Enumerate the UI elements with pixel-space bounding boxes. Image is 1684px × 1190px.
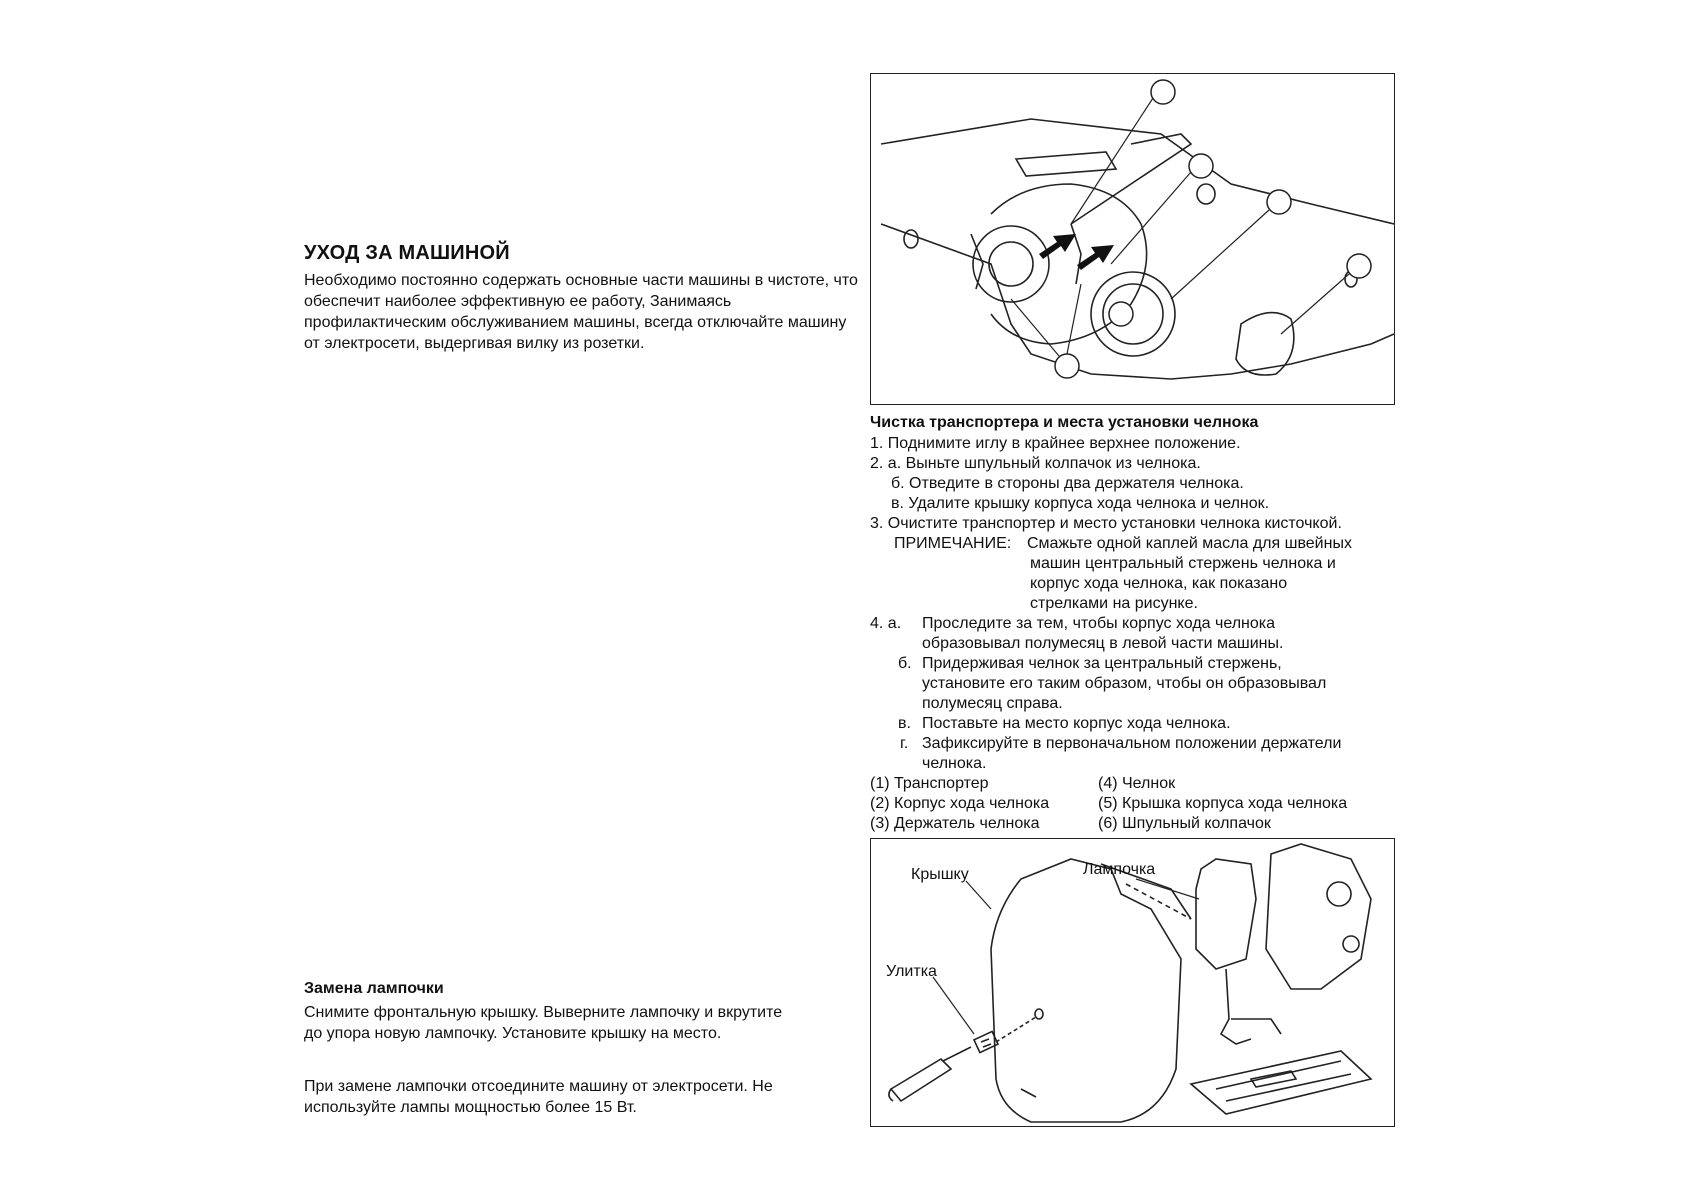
note-line-4: стрелками на рисунке. [1030,595,1198,612]
step-4c-marker: в. [898,715,911,732]
step-1: 1. Поднимите иглу в крайнее верхнее положение. [870,435,1241,452]
label-screw: Улитка [886,963,937,980]
step-2c: в. Удалите крышку корпуса хода челнока и челнок. [891,495,1270,512]
part-3: (3) Держатель челнока [870,815,1040,832]
note-label: ПРИМЕЧАНИЕ: [894,535,1012,552]
step-2a: 2. а. Выньте шпульный колпачок из челнока. [870,455,1201,472]
note-line-2: машин центральный стержень челнока и [1030,555,1336,572]
lamp-title: Замена лампочки [304,980,444,997]
note-line-3: корпус хода челнока, как показано [1030,575,1288,592]
part-5: (5) Крышка корпуса хода челнока [1098,795,1348,812]
note-line-1: Смажьте одной каплей масла для швейных [1027,535,1352,552]
step-4b-line-3: полумесяц справа. [922,695,1063,712]
step-2b: б. Отведите в стороны два держателя челнока. [891,475,1244,492]
part-6: (6) Шпульный колпачок [1098,815,1271,832]
step-4c-line-1: Поставьте на место корпус хода челнока. [922,715,1231,732]
label-lamp: Лампочка [1083,861,1156,878]
step-3: 3. Очистите транспортер и место установки челнока кисточкой. [870,515,1342,532]
step-4d-line-1: Зафиксируйте в первоначальном положении держатели [922,735,1342,752]
part-4: (4) Челнок [1098,775,1176,792]
step-4b-marker: б. [898,655,912,672]
part-2: (2) Корпус хода челнока [870,795,1050,812]
step-4a-marker: 4. а. [870,615,902,632]
clean-title: Чистка транспортера и места установки челнока [870,414,1259,431]
care-text: Необходимо постоянно содержать основные части машины в чистоте, что обеспечит наиболее эффективную ее работу, Занимаясь профилактическим обслуживанием машины, всегда отключайте машину от электросети, выдергивая вилку из розетки. [304,272,858,352]
part-1: (1) Транспортер [870,775,989,792]
step-4d-marker: г. [900,735,909,752]
lamp-text-1: Снимите фронтальную крышку. Выверните лампочку и вкрутите до упора новую лампочку. Установите крышку на место. [304,1004,783,1042]
step-4b-line-2: установите его таким образом, чтобы он образовывал [922,675,1327,692]
figure-hook-area [870,73,1395,405]
step-4d-line-2: челнока. [922,755,987,772]
care-title: УХОД ЗА МАШИНОЙ [304,242,510,264]
hook-area-illustration [871,74,1394,404]
step-4b-line-1: Придерживая челнок за центральный стержень, [922,655,1282,672]
lamp-illustration [871,839,1394,1126]
label-cover: Крышку [911,866,969,883]
step-4a-line-2: образовывал полумесяц в левой части машины. [922,635,1284,652]
figure-lamp-replacement [870,838,1395,1127]
lamp-text-2: При замене лампочки отсоедините машину от электросети. Не используйте лампы мощностью более 15 Вт. [304,1078,773,1116]
step-4a-line-1: Проследите за тем, чтобы корпус хода челнока [922,615,1276,632]
